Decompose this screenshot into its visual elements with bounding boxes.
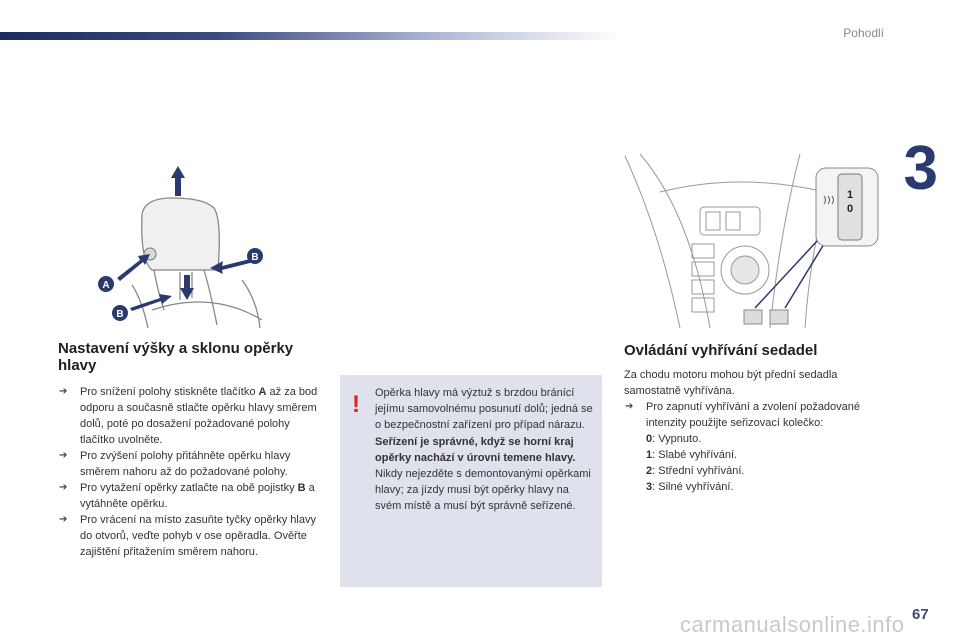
- list-item: ➔ Pro vytažení opěrky zatlačte na obě pojistky B a vytáhněte opěrku.: [59, 482, 315, 510]
- arrow-bullet-icon: ➔: [59, 386, 68, 397]
- headrest-steps: [58, 384, 320, 560]
- exclamation-icon: !: [352, 391, 360, 418]
- list-item: ➔ Pro snížení polohy stiskněte tlačítko A až za bod odporu a současně stlačte opěrku hlavy směrem dolů, poté po dosažení požadované polohy tlačítko uvolněte.: [59, 386, 318, 446]
- list-item: ➔ Pro vrácení na místo zasuňte tyčky opěrky hlavy do otvorů, veďte pohyb v ose opěradla. Ověřte zajištění přitažením směrem nahoru.: [59, 514, 316, 558]
- heating-level: 0: Vypnuto.: [646, 433, 702, 445]
- arrow-bullet-icon: ➔: [59, 514, 68, 525]
- list-item: ➔ Pro zapnutí vyhřívání a zvolení požadované intenzity použijte seřizovací kolečko:: [625, 401, 861, 429]
- heating-level: 1: Slabé vyhřívání.: [646, 449, 738, 461]
- footer-watermark: carmanualsonline.info: [680, 612, 905, 637]
- left-seat-heat-dial[interactable]: [744, 310, 762, 324]
- list-item: ➔ Pro zvýšení polohy přitáhněte opěrku hlavy směrem nahoru až do požadované polohy.: [59, 450, 291, 478]
- label-b-right-text: B: [251, 252, 259, 263]
- warning-box: [340, 375, 602, 587]
- headrest-section: [58, 340, 320, 560]
- warning-paragraph: Opěrka hlavy má výztuž s brzdou bránící jejímu samovolnému posunutí dolů; jedná se o bezpečnostní zařízení pro případ nárazu.: [375, 387, 593, 432]
- warning-text: [375, 385, 593, 515]
- heating-level: 2: Střední vyhřívání.: [646, 465, 745, 477]
- seat-heating-title: Ovládání vyhřívání sedadel: [624, 342, 818, 359]
- headrest-illustration: [92, 160, 267, 328]
- chapter-number: 3: [903, 134, 938, 203]
- arrow-bullet-icon: ➔: [59, 450, 68, 461]
- heating-levels: [624, 431, 886, 495]
- headrest-title: Nastavení výšky a sklonu opěrky hlavy: [58, 340, 294, 374]
- seat-heating-intro: Za chodu motoru mohou být přední sedadla samostatně vyhřívána.: [624, 369, 838, 397]
- up-arrow-icon: [171, 166, 185, 196]
- push-arrow-b-left-icon: [130, 294, 172, 311]
- warning-paragraph: Nikdy nejezděte s demontovanými opěrkami hlavy; za jízdy musí být opěrky hlavy na svém místě a musí být správně seřízené.: [375, 468, 591, 513]
- console-illustration: [620, 152, 888, 328]
- warning-bold-paragraph: Seřízení je správné, když se horní kraj opěrky nachází v úrovni temene hlavy.: [375, 435, 576, 464]
- header-gradient-bar: [0, 32, 620, 40]
- label-b-left-text: B: [116, 309, 124, 320]
- heating-level: 3: Silné vyhřívání.: [646, 481, 734, 493]
- arrow-bullet-icon: ➔: [625, 401, 634, 412]
- section-label: Pohodlí: [843, 26, 884, 40]
- seat-heating-steps: [624, 399, 886, 431]
- right-seat-heat-dial[interactable]: [770, 310, 788, 324]
- push-arrow-a-icon: [117, 254, 150, 281]
- dial-label-1: 1: [846, 189, 854, 201]
- label-a-text: A: [102, 280, 110, 291]
- arrow-bullet-icon: ➔: [59, 482, 68, 493]
- dial-label-0: 0: [846, 203, 854, 215]
- page-number: 67: [912, 606, 929, 623]
- seat-heating-section: [624, 342, 886, 495]
